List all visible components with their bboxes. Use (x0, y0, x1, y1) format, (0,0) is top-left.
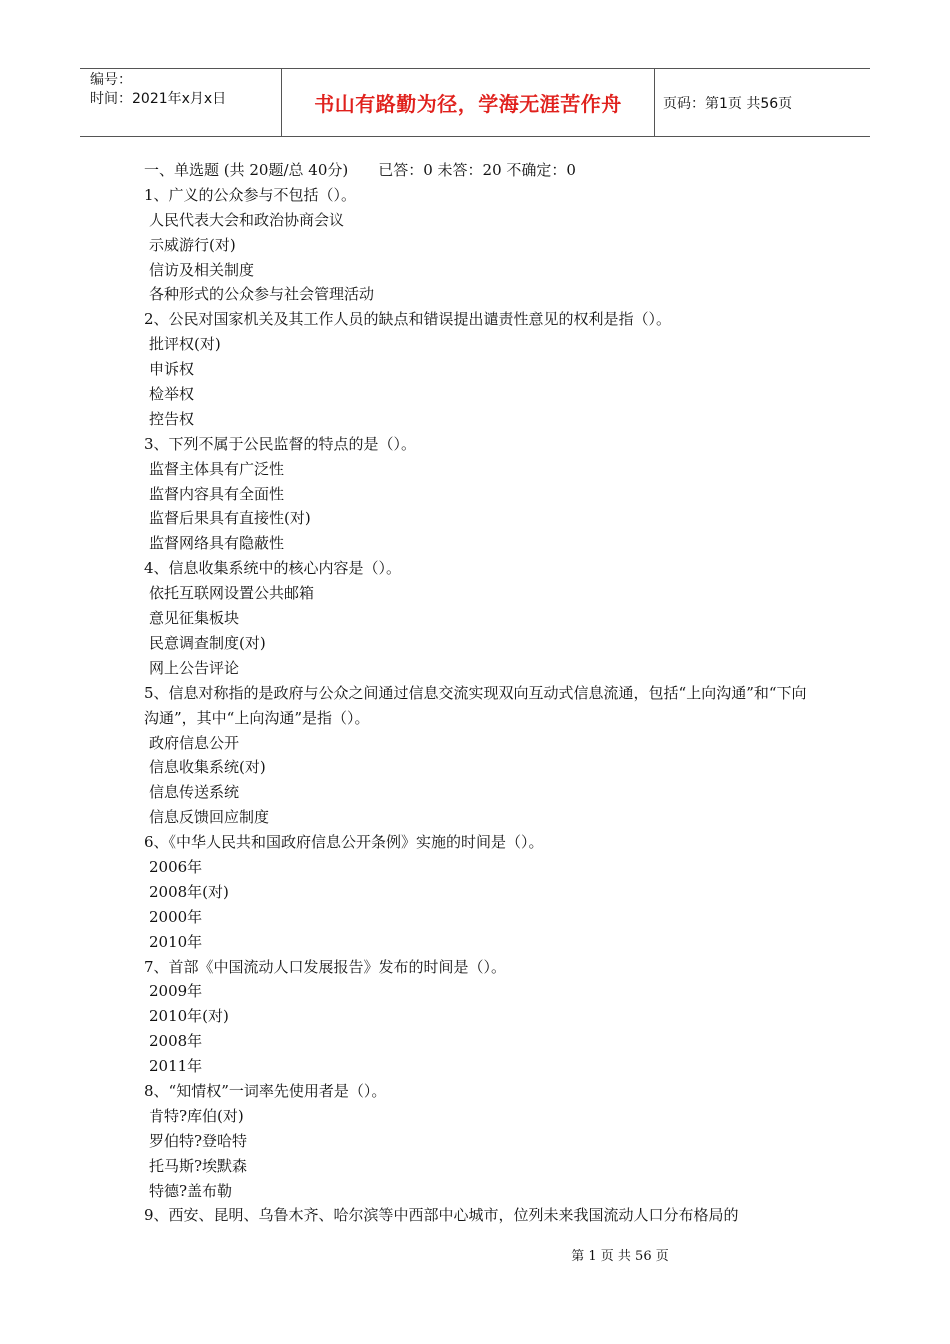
answer-option: 2009年 (149, 982, 203, 1001)
questions-container (144, 183, 814, 1228)
answer-option: 2000年 (149, 907, 203, 926)
answer-option: 2011年 (149, 1057, 203, 1076)
answer-option: 各种形式的公众参与社会管理活动 (149, 285, 375, 304)
answer-option: 政府信息公开 (149, 733, 240, 752)
header-page-number: 页码：第1页 共56页 (663, 95, 793, 112)
answer-option: 意见征集板块 (149, 609, 240, 628)
answer-option: 2010年 (149, 932, 203, 951)
answer-option: 监督后果具有直接性(对) (149, 509, 311, 528)
question-text: 9、西安、昆明、乌鲁木齐、哈尔滨等中西部中心城市，位列未来我国流动人口分布格局的 (144, 1206, 739, 1225)
section-summary (144, 158, 814, 183)
answer-status: 已答：0 未答：20 不确定：0 (378, 161, 576, 179)
document-time-label: 时间：2021年x月x日 (90, 91, 227, 107)
answer-option: 检举权 (149, 385, 195, 404)
answer-option: 民意调查制度(对) (149, 633, 266, 652)
question-text: 4、信息收集系统中的核心内容是（）。 (144, 559, 402, 578)
question-text: 1、广义的公众参与不包括（）。 (144, 185, 357, 204)
question-list (144, 158, 814, 1228)
question-text: 3、下列不属于公民监督的特点的是（）。 (144, 434, 417, 453)
section-title: 一、单选题 (共 20题/总 40分) (144, 161, 349, 179)
answer-option: 托马斯?埃默森 (149, 1156, 248, 1175)
answer-option: 肯特?库伯(对) (149, 1106, 244, 1125)
question-text: 2、公民对国家机关及其工作人员的缺点和错误提出谴责性意见的权利是指（）。 (144, 310, 672, 329)
page-footer: 第 1 页 共 56 页 (571, 1249, 669, 1264)
answer-option: 控告权 (149, 409, 195, 428)
answer-option: 信访及相关制度 (149, 260, 255, 279)
question-text: 5、信息对称指的是政府与公众之间通过信息交流实现双向互动式信息流通，包括“上向沟通”和“下向沟通”，其中“上向沟通”是指（）。 (144, 683, 807, 727)
document-number-label: 编号： (90, 72, 132, 88)
answer-option: 申诉权 (149, 360, 195, 379)
answer-option: 信息反馈回应制度 (149, 808, 270, 827)
answer-option: 2010年(对) (149, 1007, 229, 1026)
answer-option: 监督主体具有广泛性 (149, 459, 285, 478)
answer-option: 罗伯特?登哈特 (149, 1131, 248, 1150)
answer-option: 依托互联网设置公共邮箱 (149, 584, 315, 603)
header-motto: 书山有路勤为径，学海无涯苦作舟 (282, 69, 655, 136)
answer-option: 2006年 (149, 857, 203, 876)
question-text: 7、首部《中国流动人口发展报告》发布的时间是（）。 (144, 957, 507, 976)
answer-option: 人民代表大会和政治协商会议 (149, 210, 345, 229)
question-text: 8、“知情权”一词率先使用者是（）。 (144, 1081, 387, 1100)
answer-option: 批评权(对) (149, 335, 221, 354)
question-text: 6、《中华人民共和国政府信息公开条例》实施的时间是（）。 (144, 833, 544, 852)
answer-option: 2008年 (149, 1032, 203, 1051)
answer-option: 监督网络具有隐蔽性 (149, 534, 285, 553)
answer-option: 监督内容具有全面性 (149, 484, 285, 503)
answer-option: 信息收集系统(对) (149, 758, 266, 777)
answer-option: 示威游行(对) (149, 235, 236, 254)
answer-option: 信息传送系统 (149, 783, 240, 802)
header-info (80, 69, 282, 136)
page-header (80, 68, 870, 137)
answer-option: 网上公告评论 (149, 658, 240, 677)
answer-option: 特德?盖布勒 (149, 1181, 233, 1200)
answer-option: 2008年(对) (149, 882, 229, 901)
